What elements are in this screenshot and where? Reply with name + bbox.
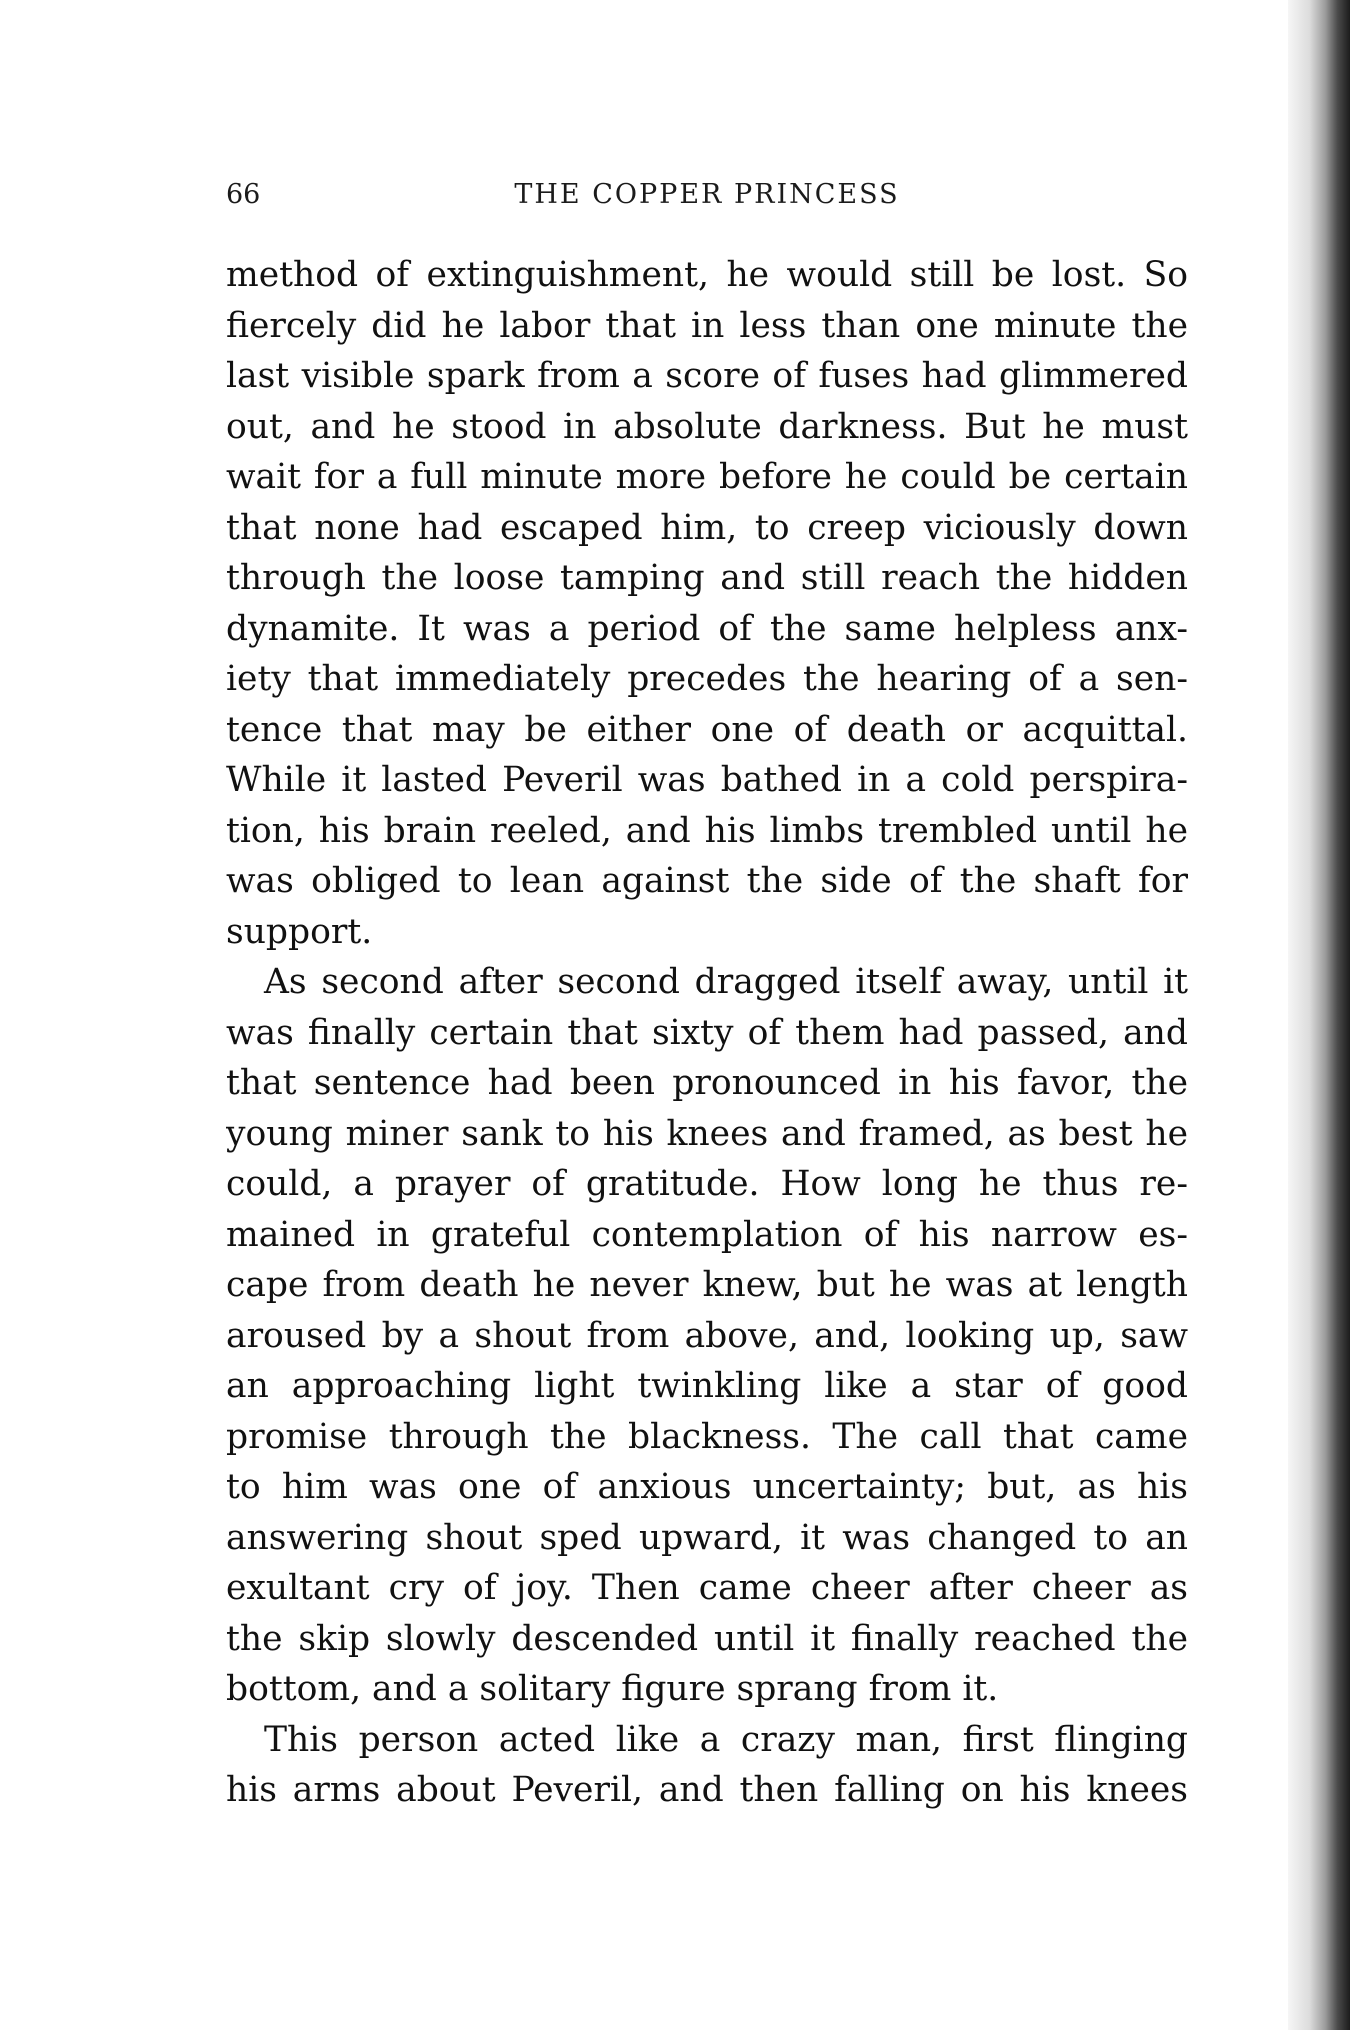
text-line: last visible spark from a score of fuses had glimmered: [226, 356, 1188, 396]
text-line: bottom, and a solitary figure sprang from it.: [226, 1669, 999, 1709]
text-line: out, and he stood in absolute darkness. But he must: [226, 406, 1188, 447]
text-line: While it lasted Peveril was bathed in a cold perspira-: [226, 760, 1188, 800]
text-line: to him was one of anxious uncertainty; but, as his: [226, 1467, 1188, 1507]
text-line: mained in grateful contemplation of his narrow es-: [226, 1214, 1188, 1255]
text-line: tence that may be either one of death or acquittal.: [226, 709, 1188, 750]
text-line: that none had escaped him, to creep viciously down: [226, 507, 1188, 548]
text-line: tion, his brain reeled, and his limbs trembled until he: [226, 810, 1188, 851]
text-line: the skip slowly descended until it finally reached the: [226, 1618, 1188, 1659]
page-header: [226, 178, 1188, 212]
text-line: was obliged to lean against the side of the shaft for: [226, 861, 1188, 901]
text-line: wait for a full minute more before he could be certain: [226, 457, 1188, 497]
text-line: through the loose tamping and still reach the hidden: [226, 558, 1188, 598]
text-line: that sentence had been pronounced in his favor, the: [226, 1063, 1188, 1103]
text-line: young miner sank to his knees and framed, as best he: [226, 1113, 1188, 1154]
text-line: aroused by a shout from above, and, looking up, saw: [226, 1315, 1188, 1356]
text-line: This person acted like a crazy man, first flinging: [264, 1719, 1188, 1760]
page-number: 66: [226, 179, 261, 210]
running-title: THE COPPER PRINCESS: [514, 179, 900, 210]
text-line: his arms about Peveril, and then falling on his knees: [226, 1770, 1188, 1810]
text-line: dynamite. It was a period of the same helpless anx-: [226, 608, 1188, 649]
text-line: fiercely did he labor that in less than one minute the: [226, 305, 1188, 346]
text-line: could, a prayer of gratitude. How long he thus re-: [226, 1164, 1188, 1204]
text-line: iety that immediately precedes the hearing of a sen-: [226, 659, 1188, 699]
page-edge-shadow: [1288, 0, 1350, 2030]
body-text: [226, 250, 1188, 1816]
text-line: answering shout sped upward, it was changed to an: [226, 1517, 1188, 1558]
text-line: support.: [226, 911, 373, 952]
text-line: exultant cry of joy. Then came cheer after cheer as: [226, 1568, 1188, 1608]
text-line: As second after second dragged itself away, until it: [264, 962, 1188, 1002]
text-line: was finally certain that sixty of them had passed, and: [226, 1012, 1188, 1053]
text-line: method of extinguishment, he would still be lost. So: [226, 255, 1188, 295]
text-line: promise through the blackness. The call that came: [226, 1416, 1188, 1457]
text-line: an approaching light twinkling like a star of good: [226, 1366, 1188, 1406]
text-line: cape from death he never knew, but he was at length: [226, 1265, 1188, 1305]
